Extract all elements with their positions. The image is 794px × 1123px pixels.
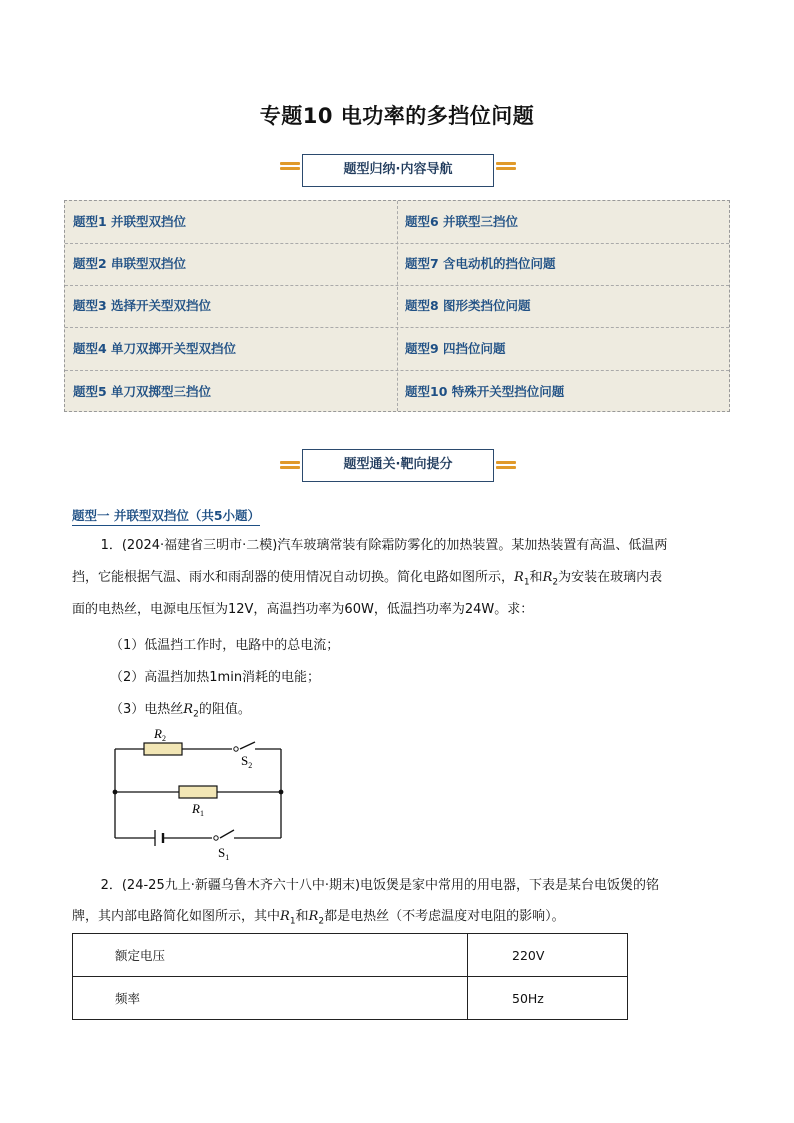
label-r2: $R_2$ — [154, 726, 166, 743]
banner-right-decoration — [496, 162, 516, 173]
rice-cooker-spec-table — [72, 933, 628, 1020]
nav-link-topic-5[interactable]: 题型5 单刀双掷型三挡位 — [73, 384, 212, 399]
label-s2: $S_2$ — [241, 753, 253, 770]
resistor-r2 — [144, 743, 182, 755]
question-1-part-3: （3）电热丝$R_2$的阻值。 — [110, 702, 251, 720]
topic-navigation-table — [64, 200, 730, 412]
section-heading-type-1: 题型一 并联型双挡位（共5小题） — [72, 506, 260, 526]
nav-link-topic-2[interactable]: 题型2 串联型双挡位 — [73, 256, 187, 271]
banner-left-decoration — [280, 461, 300, 472]
spec-value: 50Hz — [468, 977, 628, 1020]
spec-key: 额定电压 — [73, 934, 468, 977]
nav-link-topic-10[interactable]: 题型10 特殊开关型挡位问题 — [405, 384, 565, 399]
junction-right — [279, 790, 284, 795]
section-banner-navigation: 题型归纳·内容导航 — [302, 154, 494, 187]
nav-link-topic-1[interactable]: 题型1 并联型双挡位 — [73, 214, 187, 229]
question-1-line-2: 挡，它能根据气温、雨水和雨刮器的使用情况自动切换。简化电路如图所示，$R_1$和$R_2$为安装在玻璃内表 — [72, 570, 663, 588]
question-1-line-3: 面的电热丝，电源电压恒为12V，高温挡功率为60W，低温挡功率为24W。求： — [72, 602, 534, 617]
table-row — [73, 977, 628, 1020]
label-r1: $R_1$ — [192, 801, 204, 818]
banner-right-decoration — [496, 461, 516, 472]
question-1-line-1: 1．(2024·福建省三明市·二模)汽车玻璃常装有除霜防雾化的加热装置。某加热装置有高温、低温两 — [100, 538, 668, 553]
question-2-line-2: 牌，其内部电路简化如图所示，其中$R_1$和$R_2$都是电热丝（不考虑温度对电阻的影响）。 — [72, 909, 565, 927]
switch-s2-contact — [234, 747, 238, 751]
circuit-diagram — [100, 722, 300, 864]
question-1-part-1: （1）低温挡工作时，电路中的总电流； — [110, 638, 340, 653]
page-title: 专题10 电功率的多挡位问题 — [259, 104, 535, 128]
section-banner-practice: 题型通关·靶向提分 — [302, 449, 494, 482]
switch-s1-contact — [214, 836, 218, 840]
resistor-r1 — [179, 786, 217, 798]
nav-link-topic-9[interactable]: 题型9 四挡位问题 — [405, 341, 506, 356]
spec-key: 频率 — [73, 977, 468, 1020]
nav-link-topic-7[interactable]: 题型7 含电动机的挡位问题 — [405, 256, 556, 271]
table-row — [73, 934, 628, 977]
label-s1: $S_1$ — [218, 845, 230, 862]
nav-link-topic-8[interactable]: 题型8 图形类挡位问题 — [405, 298, 531, 313]
nav-link-topic-6[interactable]: 题型6 并联型三挡位 — [405, 214, 519, 229]
nav-link-topic-4[interactable]: 题型4 单刀双掷开关型双挡位 — [73, 341, 237, 356]
nav-link-topic-3[interactable]: 题型3 选择开关型双挡位 — [73, 298, 212, 313]
spec-value: 220V — [468, 934, 628, 977]
question-1-part-2: （2）高温挡加热1min消耗的电能； — [110, 670, 321, 685]
banner-left-decoration — [280, 162, 300, 173]
junction-left — [113, 790, 118, 795]
question-2-line-1: 2．(24-25九上·新疆乌鲁木齐六十八中·期末)电饭煲是家中常用的用电器，下表是某台电饭煲的铭 — [100, 878, 660, 893]
